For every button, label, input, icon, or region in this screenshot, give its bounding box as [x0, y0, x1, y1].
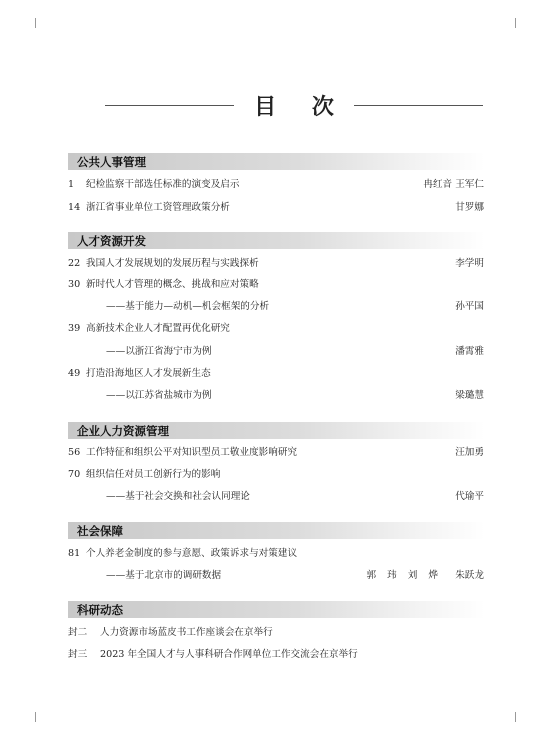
article-title: 个人养老金制度的参与意愿、政策诉求与对策建议 [86, 548, 298, 559]
crop-mark-bottom-right [515, 712, 516, 722]
article-title: 工作特征和组织公平对知识型员工敬业度影响研究 [86, 447, 298, 458]
news-title: 2023 年全国人才与人事科研合作网单位工作交流会在京举行 [100, 649, 358, 660]
crop-mark-top-right [515, 18, 516, 28]
section-header-social-security [68, 522, 485, 539]
article-title: 新时代人才管理的概念、挑战和应对策略 [86, 279, 259, 290]
toc-entry-subtitle[interactable] [68, 299, 486, 315]
toc-entry[interactable] [68, 546, 486, 562]
article-author: 甘罗娜 [455, 202, 484, 213]
article-author: 代瑜平 [455, 491, 484, 502]
news-item[interactable] [68, 625, 486, 641]
section-heading: 科研动态 [77, 603, 123, 617]
toc-entry[interactable] [68, 200, 486, 216]
page-number: 49 [68, 368, 81, 379]
cover-position-label: 封三 [68, 649, 88, 660]
article-author: 潘霄雅 [455, 346, 484, 357]
article-author: 朱跃龙 [455, 570, 484, 581]
article-subtitle: ——基于北京市的调研数据 [106, 570, 222, 581]
article-author: 汪加勇 [455, 447, 484, 458]
section-heading: 社会保障 [77, 524, 123, 538]
toc-entry-subtitle[interactable] [68, 388, 486, 404]
toc-title-row [105, 92, 483, 118]
article-title: 纪检监察干部选任标准的演变及启示 [86, 179, 240, 190]
article-title: 我国人才发展规划的发展历程与实践探析 [86, 258, 259, 269]
cover-position-label: 封二 [68, 627, 88, 638]
toc-entry[interactable] [68, 277, 486, 293]
article-coauthors: 郭 玮 刘 烨 [366, 570, 438, 581]
page-number: 22 [68, 258, 81, 269]
page-number: 81 [68, 548, 81, 559]
toc-entry[interactable] [68, 321, 486, 337]
section-header-public-personnel [68, 153, 485, 170]
page-number: 70 [68, 469, 81, 480]
article-author: 孙平国 [455, 301, 484, 312]
section-heading: 企业人力资源管理 [77, 424, 169, 438]
crop-mark-top-left [35, 18, 36, 28]
section-heading: 人才资源开发 [77, 234, 146, 248]
toc-entry[interactable] [68, 445, 486, 461]
section-heading: 公共人事管理 [77, 155, 146, 169]
section-header-research-news [68, 601, 485, 618]
news-item[interactable] [68, 647, 486, 663]
toc-entry-subtitle[interactable] [68, 489, 486, 505]
page-number: 14 [68, 202, 81, 213]
article-title: 打造沿海地区人才发展新生态 [86, 368, 211, 379]
article-title: 浙江省事业单位工资管理政策分析 [86, 202, 230, 213]
article-title: 组织信任对员工创新行为的影响 [86, 469, 221, 480]
page-number: 30 [68, 279, 81, 290]
toc-entry[interactable] [68, 177, 486, 193]
crop-mark-bottom-left [35, 712, 36, 722]
toc-title: 目 次 [254, 93, 348, 120]
toc-entry-subtitle[interactable] [68, 568, 486, 584]
article-title: 高新技术企业人才配置再优化研究 [86, 323, 230, 334]
article-author: 李学明 [455, 258, 484, 269]
article-author: 冉红音 王军仁 [423, 179, 484, 190]
toc-entry-subtitle[interactable] [68, 344, 486, 360]
article-author: 梁璐慧 [455, 390, 484, 401]
toc-entry[interactable] [68, 256, 486, 272]
title-rule-left [105, 105, 234, 106]
title-rule-right [354, 105, 483, 106]
news-title: 人力资源市场蓝皮书工作座谈会在京举行 [100, 627, 273, 638]
article-subtitle: ——以江苏省盐城市为例 [106, 390, 212, 401]
article-subtitle: ——以浙江省海宁市为例 [106, 346, 212, 357]
article-subtitle: ——基于社会交换和社会认同理论 [106, 491, 250, 502]
page-number: 1 [68, 179, 75, 190]
toc-entry[interactable] [68, 366, 486, 382]
toc-entry[interactable] [68, 467, 486, 483]
section-header-talent-development [68, 232, 485, 249]
section-header-enterprise-hr [68, 422, 485, 439]
page-number: 56 [68, 447, 81, 458]
article-subtitle: ——基于能力—动机—机会框架的分析 [106, 301, 270, 312]
page-number: 39 [68, 323, 81, 334]
